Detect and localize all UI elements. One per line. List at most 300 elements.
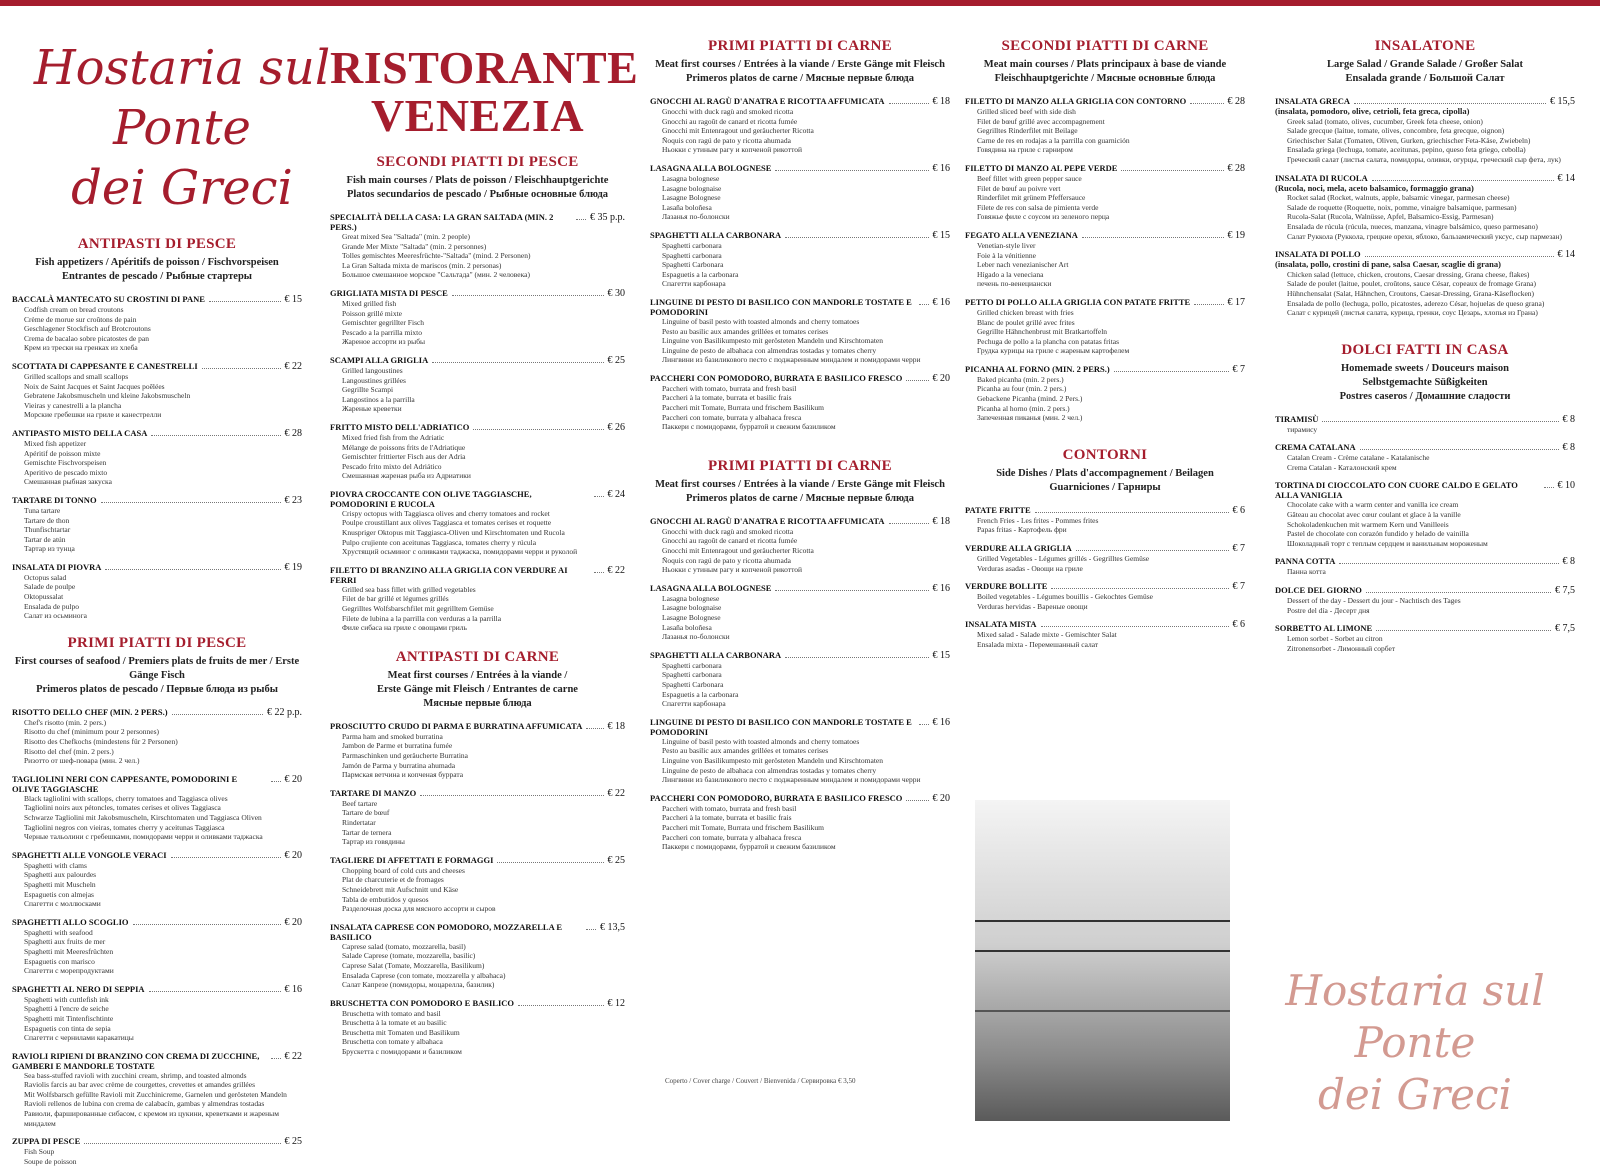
dot-leader (1041, 620, 1229, 627)
dish-translation: Gemischte Fischvorspeisen (24, 458, 107, 468)
dish-name: CREMA CATALANA (1275, 442, 1356, 453)
menu-item (650, 230, 950, 289)
dot-leader (1076, 544, 1229, 551)
dish-translation: Chicken salad (lettuce, chicken, croutons, Caesar dressing, Grana cheese, flakes) (1287, 269, 1530, 279)
dish-translation: Mixed fish appetizer (24, 438, 87, 448)
dish-name: INSALATA DI PIOVRA (12, 561, 102, 572)
menu-item-header (650, 230, 950, 241)
dish-price: € 16 (284, 983, 302, 995)
dish-name: GNOCCHI AL RAGÙ D'ANATRA E RICOTTA AFFUMICATA (650, 515, 885, 526)
brand-line-1: Hostaria sul Ponte (33, 40, 331, 156)
dish-translation: Ризотто от шеф-повара (мин. 2 чел.) (24, 756, 140, 766)
col2-sections (330, 154, 625, 1057)
dish-translation: Tartare de bœuf (342, 808, 390, 818)
brand-logo-bottom (1255, 965, 1575, 1121)
menu-item-header (650, 650, 950, 661)
dish-translation: Mixed fried fish from the Adriatic (342, 432, 445, 442)
dish-translation: Bruschetta with tomato and basil (342, 1008, 441, 1018)
col1-sections (12, 236, 302, 1166)
dish-translation: Filete de lubina a la parrilla con verduras a la parrilla (342, 613, 502, 623)
section-subtitle-line: Entrantes de pescado / Рыбные стартеры (62, 271, 252, 282)
dish-translation: Crispy octopus with Taggiasca olives and cherry tomatoes and rocket (342, 508, 550, 518)
dish-translation: Jamón de Parma y burratina ahumada (342, 760, 456, 770)
dish-translation: Морские гребешки на гриле и канестрелли (24, 410, 162, 420)
brand-bottom-line-2: dei Greci (1318, 1070, 1512, 1119)
menu-item (965, 96, 1245, 155)
dish-translation: Пармская ветчина и копченая буррата (342, 770, 464, 780)
dish-price: € 7 (1232, 363, 1245, 375)
dish-translation: Gebackene Picanha (mind. 2 Pers.) (977, 394, 1083, 404)
restaurant-line-1: RISTORANTE (330, 42, 639, 93)
dish-translation: Bruschetta à la tomate et au basilic (342, 1018, 447, 1028)
dish-translation: Filet de bar grillé et légumes grillés (342, 594, 449, 604)
dish-translation: Лазанья по-болонски (662, 632, 730, 642)
dish-price: € 20 (284, 916, 302, 928)
section-subtitle (650, 478, 950, 506)
dish-name: PACCHERI CON POMODORO, BURRATA E BASILICO FRESCO (650, 372, 903, 383)
dish-translation: Крем из трески на гренках из хлеба (24, 343, 138, 353)
dish-translation: Espaguetis a la carbonara (662, 689, 739, 699)
dish-translation: Langostinos a la parrilla (342, 394, 415, 404)
menu-item-header (330, 922, 625, 942)
dish-translation: Spaghetti Carbonara (662, 679, 724, 689)
dish-translation: Tartar de atún (24, 534, 66, 544)
section-title: CONTORNI (1062, 446, 1148, 463)
dot-leader (919, 298, 929, 305)
dish-translation: Rindertatar (342, 817, 376, 827)
dish-translation: Gnocchi mit Entenragout und geräucherter Ricotta (662, 126, 814, 136)
dish-translation: Ньокки с утиным рагу и копченой рикоттой (662, 145, 803, 155)
menu-item (1275, 414, 1575, 435)
dish-translation: Greek salad (tomato, olives, cucumber, Greek feta cheese, onion) (1287, 116, 1483, 126)
menu-item (650, 516, 950, 575)
dish-translation: Leber nach venezianischer Art (977, 260, 1069, 270)
dish-translation: Tabla de embutidos y quesos (342, 894, 429, 904)
dish-name: LINGUINE DI PESTO DI BASILICO CON MANDORLE TOSTATE E POMODORINI (650, 716, 912, 737)
dish-translation: Mélange de poissons frits de l'Adriatique (342, 442, 466, 452)
menu-item-list (1275, 96, 1575, 318)
dish-translation: Тартар из тунца (24, 544, 75, 554)
dish-translation: Chopping board of cold cuts and cheeses (342, 865, 465, 875)
dish-translation: Spaghetti carbonara (662, 660, 722, 670)
menu-item (650, 793, 950, 852)
dish-translation: Sea bass-stuffed ravioli with zucchini cream, shrimp, and toasted almonds (24, 1070, 247, 1080)
dish-name: FILETTO DI MANZO ALLA GRIGLIA CON CONTORNO (965, 96, 1187, 106)
menu-item (1275, 480, 1575, 548)
menu-item-header (330, 355, 625, 366)
dot-leader (149, 985, 281, 992)
dish-translation: Filet de bœuf grillé avec accompagnement (977, 116, 1105, 126)
dish-price: € 12 (607, 997, 625, 1009)
dish-translation: Hígado a la veneciana (977, 269, 1044, 279)
menu-item-header (12, 850, 302, 861)
dish-translation: Foie à la vénitienne (977, 250, 1036, 260)
dot-leader (1190, 97, 1223, 104)
menu-item (965, 163, 1245, 222)
dish-translation: Catalan Cream - Crème catalane - Katalanische (1287, 453, 1430, 463)
menu-section (330, 649, 625, 1057)
dish-translation: Брускетта с помидорами и базиликом (342, 1047, 462, 1057)
dish-translation: Filet de bœuf au poivre vert (977, 183, 1061, 193)
menu-item (12, 917, 302, 976)
dish-translation: Paccheri con tomate, burrata y albahaca fresca (662, 412, 802, 422)
dish-translation: Tuna tartare (24, 505, 61, 515)
dish-ingredients: (insalata, pomodoro, olive, cetrioli, feta greca, cipolla) (1275, 106, 1470, 116)
dish-price: € 7,5 (1555, 623, 1575, 635)
menu-item (1275, 556, 1575, 577)
menu-item-header (650, 163, 950, 174)
section-subtitle-line: Fish main courses / Plats de poisson / Fleischhauptgerichte (346, 175, 609, 186)
dish-translation: Blanc de poulet grillé avec frites (977, 317, 1075, 327)
dot-leader (84, 1137, 280, 1144)
dish-translation: Lasagna bolognese (662, 593, 720, 603)
dish-name: PACCHERI CON POMODORO, BURRATA E BASILICO FRESCO (650, 792, 903, 803)
menu-item-header (650, 717, 950, 737)
dish-translation: Grande Mer Mixte "Saltada" (min. 2 personnes) (342, 241, 487, 251)
dish-name: PETTO DI POLLO ALLA GRIGLIA CON PATATE FRITTE (965, 296, 1191, 307)
dish-name: LASAGNA ALLA BOLOGNESE (650, 162, 772, 173)
menu-item (330, 288, 625, 347)
menu-item-list (330, 721, 625, 1057)
section-title: ANTIPASTI DI CARNE (395, 648, 560, 665)
dish-price: € 8 (1562, 413, 1575, 425)
menu-item (12, 428, 302, 487)
dish-translation: Carne de res en rodajas a la parrilla con guarnición (977, 135, 1130, 145)
dish-name: INSALATA DI POLLO (1275, 249, 1361, 260)
dish-translation: Langoustines grillées (342, 375, 406, 385)
dish-translation: Filete de res con salsa de pimienta verde (977, 202, 1099, 212)
dish-price: € 10 (1557, 480, 1575, 492)
section-subtitle (12, 655, 302, 697)
menu-item (330, 721, 625, 780)
dish-name: SPAGHETTI ALLA CARBONARA (650, 649, 782, 660)
dish-price: € 17 (1227, 296, 1245, 308)
dish-translation: Grilled chicken breast with fries (977, 307, 1074, 317)
section-subtitle (12, 256, 302, 284)
menu-item-header (12, 984, 302, 995)
dish-price: € 6 (1232, 504, 1245, 516)
dish-price: € 20 (932, 372, 950, 384)
dish-name: RAVIOLI RIPIENI DI BRANZINO CON CREMA DI ZUCCHINE, GAMBERI E MANDORLE TOSTATE (12, 1050, 260, 1071)
dish-translation: Pesto au basilic aux amandes grillées et tomates cerises (662, 746, 829, 756)
menu-item-header (650, 96, 950, 107)
dish-name: INSALATA GRECA (1275, 96, 1351, 106)
dish-translation: Schneidebrett mit Aufschnitt und Käse (342, 884, 459, 894)
menu-item-header (12, 562, 302, 573)
dish-translation: Grilled sea bass fillet with grilled vegetables (342, 584, 476, 594)
menu-item-header (650, 373, 950, 384)
dot-leader (594, 566, 604, 573)
dish-price: € 16 (932, 582, 950, 594)
dish-translation: Rinderfilet mit grünem Pfeffersauce (977, 193, 1086, 203)
dot-leader (432, 356, 603, 363)
dish-name: SPAGHETTI AL NERO DI SEPPIA (12, 983, 145, 994)
dish-name: FILETTO DI BRANZINO ALLA GRIGLIA CON VERDURE AI FERRI (330, 564, 568, 585)
dish-translation: Gemischter frittierter Fisch aus der Adria (342, 452, 466, 462)
dish-translation: Schokoladenkuchen mit warmem Kern und Vanilleeis (1287, 519, 1449, 529)
dish-price: € 22 (284, 360, 302, 372)
dish-translation: Dessert of the day - Dessert du jour - Nachtisch des Tages (1287, 596, 1461, 606)
menu-item-header (650, 297, 950, 317)
dish-translation: Pastel de chocolate con corazón fundido y helado de vainilla (1287, 529, 1469, 539)
menu-item (1275, 173, 1575, 242)
menu-item-header (330, 565, 625, 585)
dish-translation: Salade de roquette (Roquette, noix, pomme, vinaigre balsamique, parmesan) (1287, 202, 1517, 212)
dish-translation: Verduras asadas - Овощи на гриле (977, 563, 1083, 573)
dish-price: € 6 (1232, 619, 1245, 631)
menu-item (650, 96, 950, 155)
menu-item (650, 650, 950, 709)
dish-translation: Spaghetti Carbonara (662, 260, 724, 270)
dish-translation: Venetian-style liver (977, 240, 1036, 250)
menu-item (12, 294, 302, 353)
dish-translation: Ensalada mixta - Перемешанный салат (977, 640, 1099, 649)
dish-name: ANTIPASTO MISTO DELLA CASA (12, 427, 148, 438)
dish-price: € 15 (932, 649, 950, 661)
dish-price: € 16 (932, 296, 950, 308)
dish-name: DOLCE DEL GIORNO (1275, 585, 1362, 596)
dish-translation: Knuspriger Oktopus mit Taggiasca-Oliven und Kirschtomaten und Rucola (342, 528, 565, 538)
section-subtitle (330, 669, 625, 711)
brand-bottom-line-1: Hostaria sul Ponte (1285, 966, 1545, 1067)
dish-translation: Большое смешанное морское "Сальтада" (мин. 2 человека) (342, 270, 530, 280)
menu-item-header (650, 516, 950, 527)
restaurant-line-2: VENEZIA (370, 90, 585, 141)
menu-section (330, 154, 625, 633)
dish-translation: Jambon de Parme et burratina fumée (342, 741, 453, 751)
dish-translation: Spaghetti carbonara (662, 670, 722, 680)
dot-leader (906, 794, 928, 801)
menu-section (12, 236, 302, 621)
section-title: PRIMI PIATTI DI CARNE (708, 457, 892, 474)
dot-leader (1354, 97, 1546, 104)
dish-name: TORTINA DI CIOCCOLATO CON CUORE CALDO E GELATO ALLA VANIGLIA (1275, 480, 1518, 501)
dish-translation: Paccheri with tomato, burrata and fresh basil (662, 803, 797, 813)
dish-translation: Жареные креветки (342, 404, 402, 414)
dish-price: € 15 (284, 294, 302, 305)
menu-item (1275, 249, 1575, 318)
menu-item-list (965, 505, 1245, 650)
dish-name: PANNA COTTA (1275, 556, 1336, 567)
menu-column-2 (330, 0, 639, 1057)
dish-translation: Lasagne bolognaise (662, 603, 722, 613)
dish-translation: Spaghetti with seafood (24, 927, 93, 937)
dot-leader (271, 775, 281, 782)
dish-translation: Говяжье филе с соусом из зеленого перца (977, 212, 1110, 222)
menu-item-header (12, 428, 302, 439)
menu-item (12, 707, 302, 766)
dish-translation: Ensalada de rúcula (rúcula, nueces, manzana, vinagre balsámico, queso parmesano) (1287, 221, 1538, 231)
section-subtitle-line: Guarniciones / Гарниры (1049, 481, 1161, 493)
section-subtitle (650, 58, 950, 86)
dish-translation: Crème de morue sur croûtons de pain (24, 314, 137, 324)
menu-column-1 (12, 0, 331, 1166)
menu-item-header (965, 163, 1245, 174)
dot-leader (1366, 586, 1551, 593)
dot-leader (1035, 506, 1229, 513)
dish-translation: Lasagne Bolognese (662, 193, 721, 203)
dish-name: FRITTO MISTO DELL'ADRIATICO (330, 421, 470, 432)
dish-translation: Спагетти с моллюсками (24, 899, 101, 909)
dish-translation: Pulpo crujiente con aceitunas Taggiasca, tomates cherry y rúcula (342, 537, 537, 547)
section-subtitle-line: Meat first courses / Entrées à la viande / (387, 669, 568, 681)
dish-translation: Spaghetti aux palourdes (24, 870, 97, 880)
section-subtitle-line: Erste Gänge mit Fleisch / Entrantes de carne (377, 683, 578, 695)
dot-leader (1360, 443, 1559, 450)
section-subtitle-line: Meat main courses / Plats principaux à base de viande (983, 59, 1227, 70)
section-subtitle-line: Meat first courses / Entrées à la viande / Erste Gänge mit Fleisch (655, 478, 945, 490)
dish-translation: Спагетти с морепродуктами (24, 966, 114, 976)
dish-translation: Spaghetti carbonara (662, 250, 722, 260)
menu-item-header (330, 721, 625, 732)
menu-item-header (12, 774, 302, 794)
col3-sections (650, 38, 950, 852)
dish-translation: Mixed salad - Salade mixte - Gemischter Salat (977, 630, 1117, 640)
menu-item (12, 1136, 302, 1166)
dish-translation: Gegrillte Hähnchenbrust mit Bratkartoffeln (977, 327, 1108, 337)
dish-name: INSALATA MISTA (965, 619, 1037, 630)
dish-translation: La Gran Saltada mixta de mariscos (min. 2 personas) (342, 260, 502, 270)
dish-translation: Говядина на гриле с гарниром (977, 145, 1073, 155)
section-subtitle-line: Primeros platos de pescado / Первые блюда из рыбы (36, 683, 278, 695)
dish-name: GRIGLIATA MISTA DI PESCE (330, 287, 448, 298)
dish-translation: Ravioli rellenos de lubina con crema de calabacín, gambas y almendras tostadas (24, 1099, 265, 1109)
dot-leader (420, 789, 603, 796)
dish-translation: Tartar de ternera (342, 827, 392, 837)
dish-name: LASAGNA ALLA BOLOGNESE (650, 582, 772, 593)
menu-item (330, 788, 625, 847)
section-subtitle-line: Platos secundarios de pescado / Рыбные основные блюда (346, 189, 609, 200)
dot-leader (889, 97, 929, 104)
dot-leader (497, 856, 603, 863)
menu-item (330, 212, 625, 280)
dish-price: € 25 (284, 1136, 302, 1148)
section-subtitle-line: Fleischhauptgerichte / Мясные основные блюда (994, 73, 1216, 84)
menu-item (650, 297, 950, 365)
dish-translation: Ensalada de pulpo (24, 601, 79, 611)
menu-item (330, 422, 625, 481)
menu-item (330, 565, 625, 633)
dish-name: BACCALÀ MANTECATO SU CROSTINI DI PANE (12, 294, 205, 304)
dish-name: VERDURE ALLA GRIGLIA (965, 543, 1072, 554)
dish-translation: Филе сибаса на гриле с овощами гриль (342, 623, 467, 633)
menu-item (1275, 623, 1575, 653)
dish-translation: Салат Капрезе (помидоры, моцарелла, базилик) (342, 980, 495, 990)
menu-item-header (1275, 414, 1575, 425)
dish-translation: Espaguetis con tinta de sepia (24, 1023, 111, 1033)
menu-item (330, 922, 625, 990)
dish-name: TARTARE DI MANZO (330, 787, 417, 798)
dish-translation: Pescado frito mixto del Adriático (342, 461, 442, 471)
menu-column-4 (965, 0, 1245, 650)
dish-translation: Black tagliolini with scallops, cherry tomatoes and Taggiasca olives (24, 793, 228, 803)
dish-translation: Spaghetti à l'encre de seiche (24, 1004, 109, 1014)
venice-bridge-photo (975, 800, 1230, 1121)
dish-name: BRUSCHETTA CON POMODORO E BASILICO (330, 997, 515, 1008)
dish-translation: тирамису (1287, 424, 1318, 434)
dish-translation: Салат с курицей (листья салата, курица, гренки, соус Цезарь, хлопья из Грана) (1287, 308, 1538, 318)
menu-item-header (330, 489, 625, 509)
dish-translation: Gâteau au chocolat avec cœur coulant et glace à la vanille (1287, 510, 1461, 520)
dish-translation: Risotto du chef (minimum pour 2 personnes) (24, 727, 159, 737)
dish-translation: Octopus salad (24, 572, 67, 582)
dish-translation: Tagliolini negros con vieiras, tomates cherry y aceitunas Taggiasca (24, 822, 225, 832)
dish-translation: Pesto au basilic aux amandes grillées et tomates cerises (662, 326, 829, 336)
dish-price: € 18 (932, 96, 950, 107)
dish-translation: Baked picanha (min. 2 pers.) (977, 374, 1064, 384)
dish-name: SCOTTATA DI CAPPESANTE E CANESTRELLI (12, 360, 198, 371)
menu-item-header (1275, 623, 1575, 634)
dish-name: FILETTO DI MANZO AL PEPE VERDE (965, 162, 1118, 173)
section-subtitle (330, 174, 625, 202)
dish-price: € 8 (1562, 442, 1575, 454)
dish-translation: French Fries - Les frites - Pommes frites (977, 515, 1099, 525)
menu-item (965, 543, 1245, 573)
dish-translation: Lasagna bolognese (662, 173, 720, 183)
dish-translation: Linguine de pesto de albahaca con almendras tostadas y tomates cherry (662, 765, 877, 775)
dish-translation: Paccheri à la tomate, burrata et basilic frais (662, 393, 792, 403)
section-subtitle (1275, 58, 1575, 86)
restaurant-title (330, 42, 639, 141)
menu-item (1275, 96, 1575, 165)
dot-leader (1194, 298, 1223, 305)
dish-price: € 22 (607, 787, 625, 799)
dish-translation: Paccheri mit Tomate, Burrata und frischem Basilikum (662, 822, 825, 832)
menu-item-header (965, 619, 1245, 630)
dish-name: TIRAMISÙ (1275, 413, 1319, 424)
dish-name: INSALATA DI RUCOLA (1275, 172, 1368, 183)
menu-item-list (1275, 414, 1575, 654)
dish-translation: Жареное ассорти из рыбы (342, 337, 426, 347)
dish-translation: Tagliolini noirs aux pétoncles, tomates cerises et olives Taggiasca (24, 803, 221, 813)
dot-leader (594, 490, 604, 497)
menu-item (12, 1051, 302, 1129)
dish-translation: Bruschetta mit Tomaten und Basilikum (342, 1027, 460, 1037)
menu-item-header (965, 505, 1245, 516)
brand-line-2: dei Greci (71, 160, 293, 216)
menu-item-header (330, 855, 625, 866)
menu-item-header (1275, 585, 1575, 596)
dish-price: € 20 (932, 792, 950, 804)
menu-item-list (330, 212, 625, 633)
dot-leader (452, 289, 604, 296)
menu-item-header (965, 543, 1245, 554)
dish-name: SPAGHETTI ALLA CARBONARA (650, 229, 782, 240)
dish-translation: Fish Soup (24, 1147, 55, 1157)
section-subtitle-line: Homemade sweets / Douceurs maison (1341, 362, 1509, 374)
dish-translation: Salade grecque (laitue, tomate, olives, concombre, feta grecque, oignon) (1287, 126, 1505, 136)
col5-sections (1275, 38, 1575, 653)
dish-price: € 14 (1557, 172, 1575, 184)
dot-leader (1339, 557, 1558, 564)
dish-translation: Gnocchi au ragoût de canard et ricotta fumée (662, 116, 798, 126)
dish-translation: Paccheri à la tomate, burrata et basilic frais (662, 813, 792, 823)
dot-leader (889, 517, 929, 524)
dish-translation: печень по-венециански (977, 279, 1052, 289)
section-subtitle-line: Primeros platos de carne / Мясные первые блюда (685, 73, 914, 84)
section-title: ANTIPASTI DI PESCE (77, 236, 237, 252)
dish-translation: Codfish cream on bread croutons (24, 305, 124, 314)
dot-leader (586, 923, 596, 930)
dish-translation: Aperitivo de pescado mixto (24, 467, 108, 477)
dish-price: € 19 (1227, 229, 1245, 241)
menu-section (1275, 38, 1575, 318)
dish-translation: Spaghetti aux fruits de mer (24, 937, 106, 947)
section-title: SECONDI PIATTI DI PESCE (376, 154, 579, 170)
dot-leader (105, 563, 280, 570)
dish-translation: Spaghetti carbonara (662, 240, 722, 250)
dish-price: € 28 (284, 427, 302, 439)
